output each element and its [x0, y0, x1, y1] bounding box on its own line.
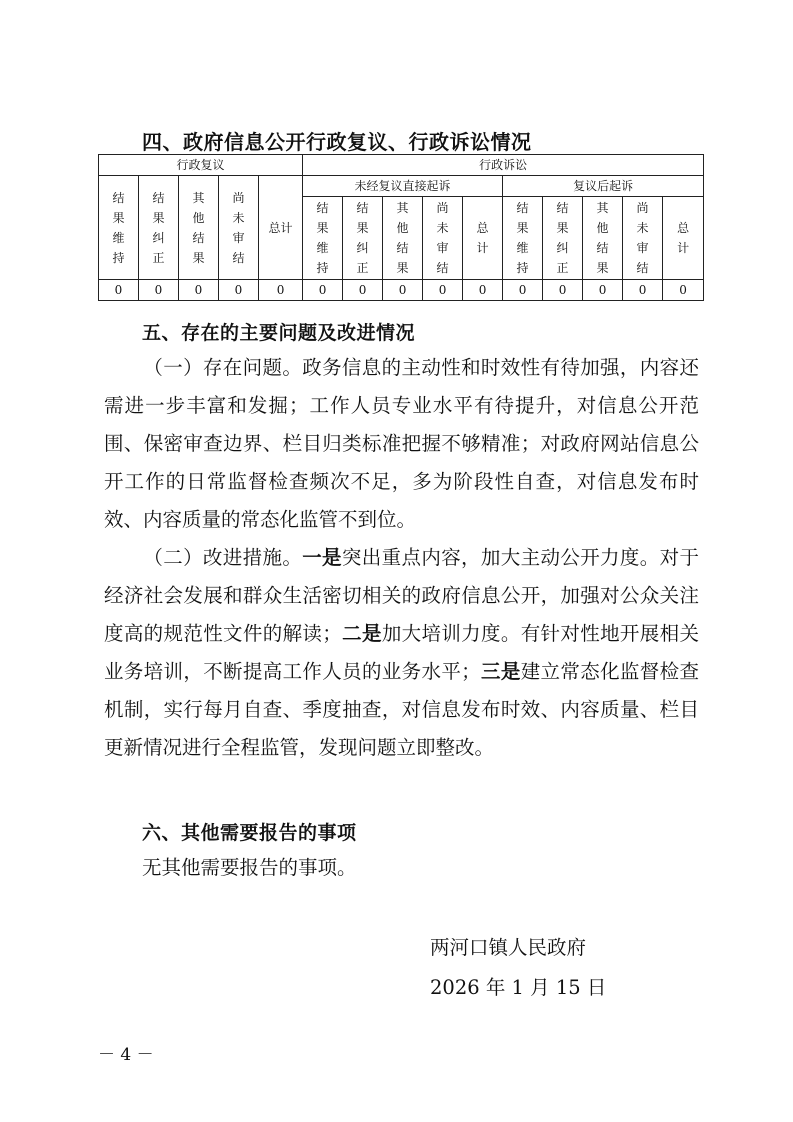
table-cell: 0	[343, 280, 383, 301]
after-col-pending: 尚未审结	[623, 197, 663, 280]
table-cell: 0	[583, 280, 623, 301]
table-cell: 0	[179, 280, 219, 301]
after-col-corrected: 结果纠正	[543, 197, 583, 280]
table-cell: 0	[259, 280, 303, 301]
table-cell: 0	[463, 280, 503, 301]
direct-col-upheld: 结果维持	[303, 197, 343, 280]
other-matters-text: 无其他需要报告的事项。	[142, 856, 357, 879]
review-col-corrected: 结果纠正	[139, 176, 179, 280]
table-cell: 0	[383, 280, 423, 301]
review-col-pending: 尚未审结	[219, 176, 259, 280]
direct-col-corrected: 结果纠正	[343, 197, 383, 280]
issues-lead: （一）存在问题。	[143, 356, 303, 379]
review-col-upheld: 结果维持	[99, 176, 139, 280]
issues-text: 政务信息的主动性和时效性有待加强，内容还需进一步丰富和发掘；工作人员专业水平有待提升，对信息公开范围、保密审查边界、栏目归类标准把握不够精准；对政府网站信息公开工作的日常监督检查频次不足，多为阶段性自查，对信息发布时效、内容质量的常态化监管不到位。	[104, 356, 699, 531]
direct-suit-header: 未经复议直接起诉	[303, 176, 503, 197]
section-4-title: 四、政府信息公开行政复议、行政诉讼情况	[142, 130, 532, 154]
direct-col-other: 其他结果	[383, 197, 423, 280]
measure-3-text: 建立常态化监督检查机制，实行每月自查、季度抽查，对信息发布时效、内容质量、栏目更新情况进行全程监管，发现问题立即整改。	[104, 660, 699, 759]
review-header: 行政复议	[99, 155, 303, 176]
after-col-total: 总计	[663, 197, 704, 280]
issues-paragraph	[104, 349, 699, 539]
after-col-other: 其他结果	[583, 197, 623, 280]
measure-2-label: 二是	[341, 622, 382, 645]
litigation-header: 行政诉讼	[303, 155, 704, 176]
table-cell: 0	[623, 280, 663, 301]
table-cell: 0	[543, 280, 583, 301]
table-cell: 0	[303, 280, 343, 301]
section-6-title: 六、其他需要报告的事项	[142, 822, 357, 844]
table-cell: 0	[219, 280, 259, 301]
table-cell: 0	[423, 280, 463, 301]
measure-1-text: 突出重点内容，加大主动公开力度。对于经济社会发展和群众生活密切相关的政府信息公开，加强对公众关注度高的规范性文件的解读；	[104, 546, 699, 645]
page-number: － 4 －	[98, 1045, 154, 1065]
review-litigation-table	[98, 154, 704, 301]
section-5-title: 五、存在的主要问题及改进情况	[142, 322, 416, 344]
table-cell: 0	[663, 280, 704, 301]
after-col-upheld: 结果维持	[503, 197, 543, 280]
measures-lead: （二）改进措施。	[143, 546, 303, 569]
signature-date: 2026 年 1 月 15 日	[430, 976, 607, 999]
signature-org: 两河口镇人民政府	[430, 936, 587, 959]
after-review-header: 复议后起诉	[503, 176, 704, 197]
direct-col-total: 总计	[463, 197, 503, 280]
direct-col-pending: 尚未审结	[423, 197, 463, 280]
table-cell: 0	[503, 280, 543, 301]
review-col-total: 总计	[259, 176, 303, 280]
table-cell: 0	[99, 280, 139, 301]
measure-3-label: 三是	[480, 660, 521, 683]
measure-1-label: 一是	[302, 546, 342, 569]
measures-paragraph	[104, 539, 699, 767]
table-cell: 0	[139, 280, 179, 301]
review-col-other: 其他结果	[179, 176, 219, 280]
measure-2-text: 加大培训力度。有针对性地开展相关业务培训，不断提高工作人员的业务水平；	[104, 622, 699, 683]
